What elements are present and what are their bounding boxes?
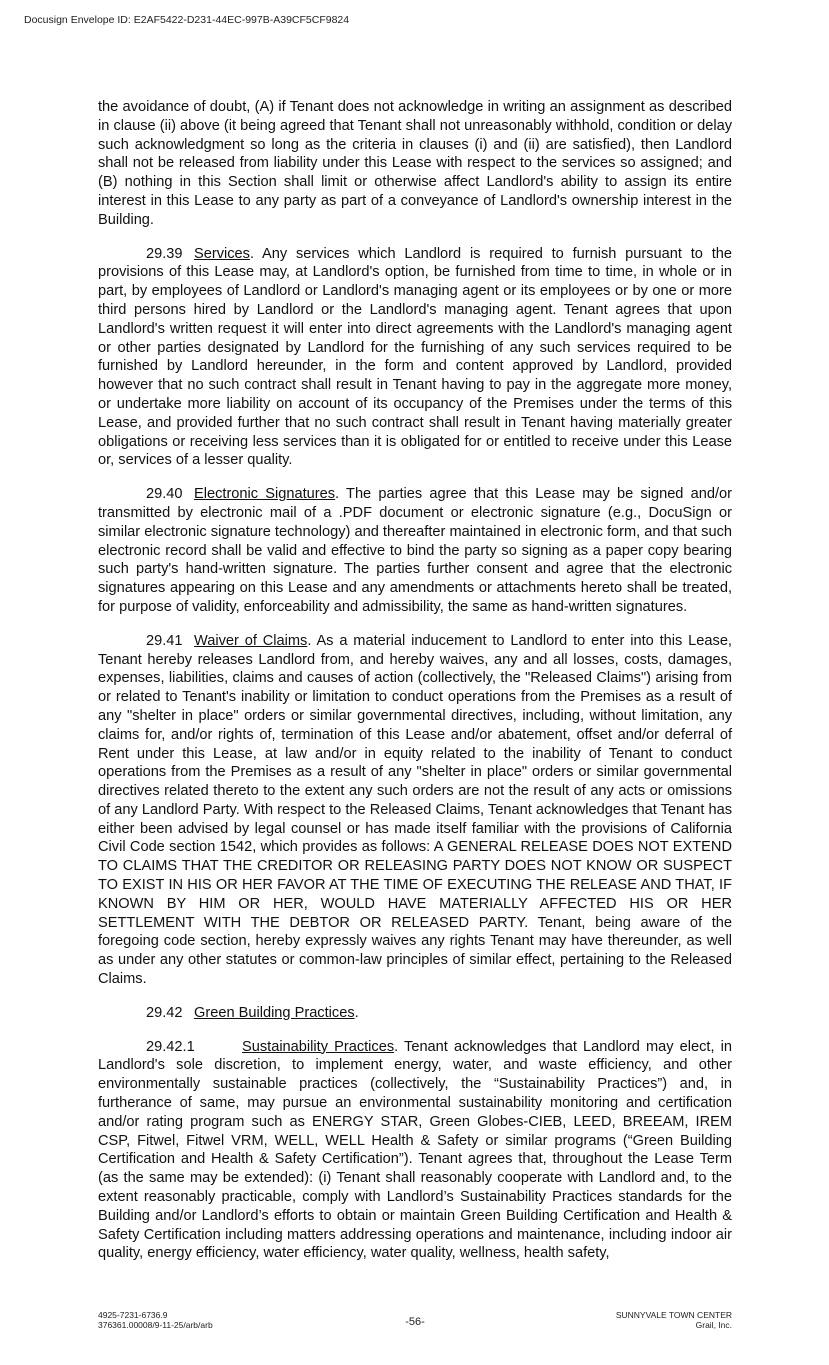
section-text: . As a material inducement to Landlord to enter into this Lease, Tenant hereby releases Landlord from, and hereby waives, any and all losses, costs, damages, expenses, liabilities, claims and causes of action (collectively, the "Released Claims") arising from or related to Tenant's inability or limitation to conduct operations from the Premises as a result of any "shelter in place" orders or similar governmental directives, including, without limitation, any claims for, and/or rights of, termination of this Lease and/or abatement, offset and/or deferral of Rent under this Lease, at law and/or in equity related to the inability of Tenant to conduct operations from the Premises as a result of any "shelter in place" orders or similar governmental directives related thereto to the extent any such orders are not the result of any acts or omissions of any Landlord Party. With respect to the Released Claims, Tenant acknowledges that Tenant has either been advised by legal counsel or has made itself familiar with the provisions of California Civil Code section 1542, which provides as follows: A GENERAL RELEASE DOES NOT EXTEND TO CLAIMS THAT THE CREDITOR OR RELEASING PARTY DOES NOT KNOW OR SUSPECT TO EXIST IN HIS OR HER FAVOR AT THE TIME OF EXECUTING THE RELEASE AND THAT, IF KNOWN BY HIM OR HER, WOULD HAVE MATERIALLY AFFECTED HIS OR HER SETTLEMENT WITH THE DEBTOR OR RELEASED PARTY. Tenant, being aware of the foregoing code section, hereby expressly waives any rights Tenant may have thereunder, as well as under any other statutes or common-law principles of similar effect, pertaining to the Released Claims. <box>98 632 732 988</box>
section-text: . Any services which Landlord is required to furnish pursuant to the provisions of this Lease may, at Landlord's option, be furnished from time to time, in whole or in part, by employees of Landlord or Landlord's managing agent or its employees or by one or more third persons hired by Landlord or the Landlord's managing agent. Tenant agrees that upon Landlord's written request it will enter into direct agreements with the Landlord's managing agent or other parties designated by Landlord for the furnishing of any such services required to be furnished by Landlord hereunder, in the form and content approved by Landlord, provided however that no such contract shall result in Tenant having to pay in the aggregate more money, or undertake more liability on account of its occupancy of the Premises under the terms of this Lease, and provided further that no such contract shall result in Tenant having materially greater obligations or receiving less services than it is obligated for or entitled to receive under this Lease or, services of a lesser quality. <box>98 245 732 469</box>
subsection-text: . Tenant acknowledges that Landlord may elect, in Landlord's sole discretion, to implement energy, water, and waste efficiency, and other environmentally sustainable practices (collectively, the “Sustainability Practices”) and, in furtherance of same, may pursue an environmental sustainability monitoring and certification and/or rating program such as ENERGY STAR, Green Globes-CIEB, LEED, BREEAM, IREM CSP, Fitwel, Fitwel VRM, WELL, WELL Health & Safety or similar programs (“Green Building Certification and Health & Safety Certification”). Tenant agrees that, throughout the Lease Term (as the same may be extended): (i) Tenant shall reasonably cooperate with Landlord and, to the extent reasonably practicable, comply with Landlord’s Sustainability Practices standards for the Building and/or Landlord’s efforts to obtain or maintain Green Building Certification and Health & Safety Certification including matters addressing operations and maintenance, including indoor air quality, energy efficiency, water efficiency, water quality, wellness, health safety, <box>98 1038 732 1262</box>
section-title: Electronic Signatures <box>194 486 336 503</box>
footer-right <box>616 1310 732 1330</box>
envelope-id: Docusign Envelope ID: E2AF5422-D231-44EC-997B-A39CF5CF9824 <box>24 14 350 26</box>
section-text: . The parties agree that this Lease may be signed and/or transmitted by electronic mail of a .PDF document or electronic signature (e.g., DocuSign or similar electronic signature technology) and thereafter maintained in electronic form, and that such electronic record shall be valid and effective to bind the party so signing as a paper copy bearing such party's hand-written signature. The parties further consent and agree that the electronic signatures appearing on this Lease and any amendments or attachments hereto shall be treated, for purpose of validity, enforceability and admissibility, the same as hand-written signatures. <box>98 486 732 615</box>
section-number: 29.41 <box>146 632 183 649</box>
subsection-title: Sustainability Practices <box>242 1038 395 1055</box>
page-number: -56- <box>405 1316 425 1328</box>
section-29-42-1 <box>98 1038 732 1264</box>
project-name: SUNNYVALE TOWN CENTER <box>615 1310 732 1320</box>
section-number: 29.42 <box>146 1004 183 1021</box>
section-29-39 <box>98 245 732 471</box>
section-29-42 <box>98 1004 732 1023</box>
section-title: Waiver of Claims <box>194 632 308 649</box>
section-number: 29.39 <box>146 245 183 262</box>
file-reference: 376361.00008/9-11-25/arb/arb <box>98 1320 213 1330</box>
doc-number: 4925-7231-6736.9 <box>98 1310 168 1320</box>
section-29-40 <box>98 485 732 617</box>
lease-body <box>98 98 732 1278</box>
tenant-name: Grail, Inc. <box>695 1320 732 1330</box>
subsection-number: 29.42.1 <box>146 1038 195 1055</box>
section-number: 29.40 <box>146 486 183 503</box>
section-29-41 <box>98 632 732 989</box>
section-title: Services <box>194 245 250 262</box>
paragraph-continued: the avoidance of doubt, (A) if Tenant does not acknowledge in writing an assignment as described in clause (ii) above (it being agreed that Tenant shall not unreasonably withhold, condition or delay such acknowledgment so long as the criteria in clauses (i) and (ii) are satisfied), then Landlord shall not be released from liability under this Lease with respect to the services so assigned; and (B) nothing in this Section shall limit or otherwise affect Landlord's ability to assign its entire interest in this Lease to any party as part of a conveyance of Landlord's ownership interest in the Building. <box>98 99 732 228</box>
section-period: . <box>354 1004 359 1021</box>
section-title: Green Building Practices <box>194 1004 355 1021</box>
